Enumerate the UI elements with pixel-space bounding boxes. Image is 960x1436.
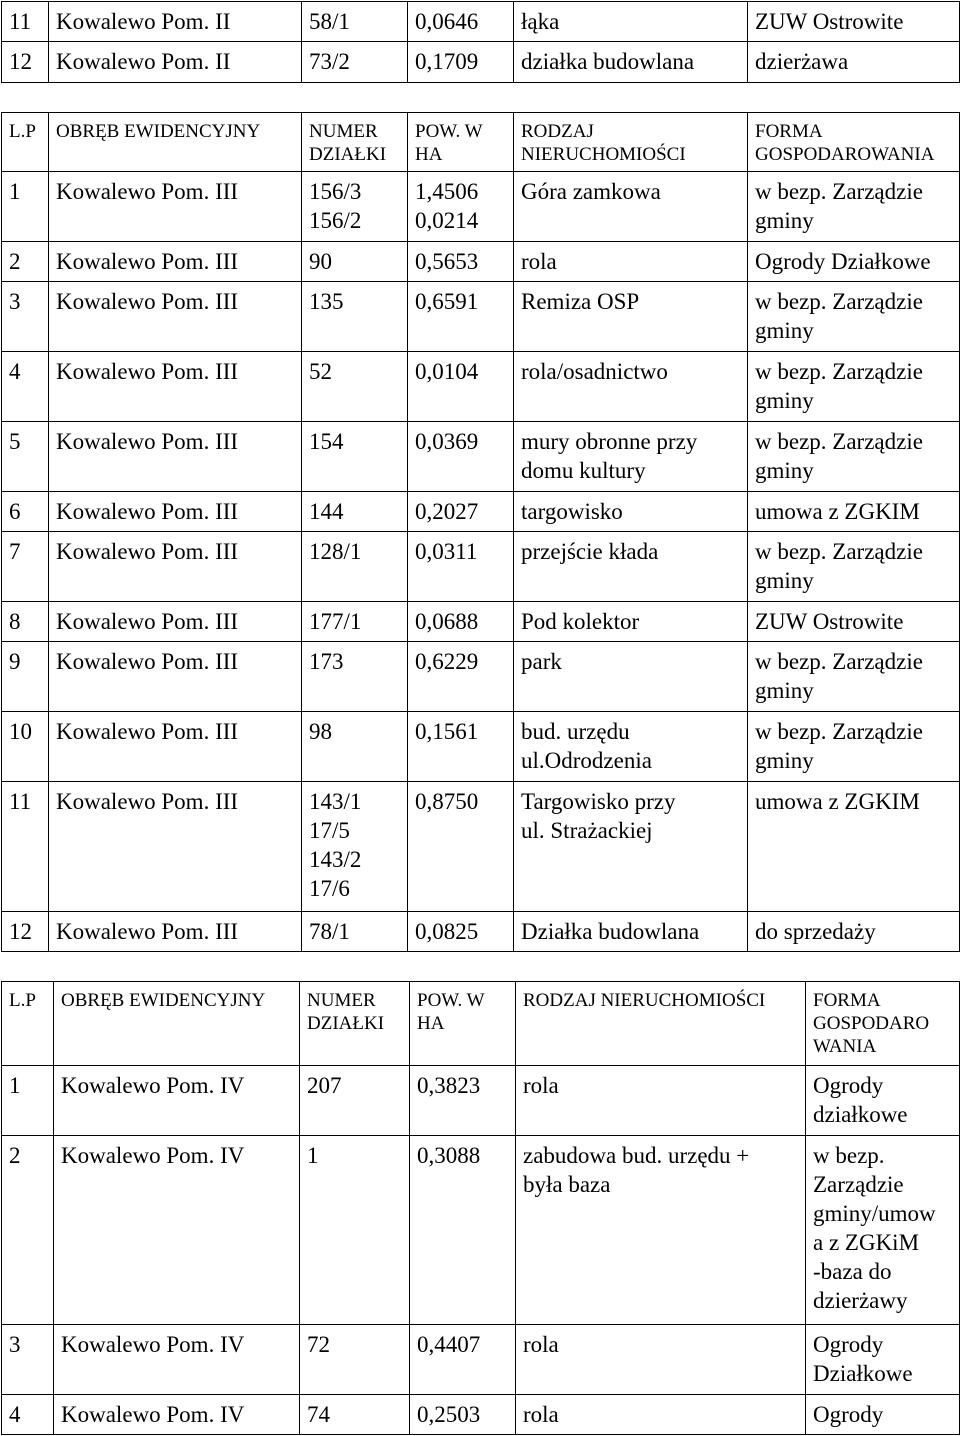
cell-obreb: Kowalewo Pom. III (49, 422, 302, 492)
table-row (2, 282, 960, 352)
cell-pow: 0,0104 (408, 352, 514, 422)
cell-pow: 0,2503 (410, 1395, 516, 1435)
cell-pow: 0,3823 (410, 1066, 516, 1136)
cell-lp: 1 (2, 172, 49, 242)
cell-numer: 128/1 (302, 532, 408, 602)
cell-rodzaj: przejście kłada (514, 532, 748, 602)
cell-numer: 1 (300, 1136, 410, 1325)
cell-forma: ZUW Ostrowite (748, 2, 960, 42)
table-row (2, 1325, 960, 1395)
header-obreb: OBRĘB EWIDENCYJNY (49, 113, 302, 172)
cell-numer: 74 (300, 1395, 410, 1435)
cell-lp: 3 (2, 282, 49, 352)
cell-pow: 0,1709 (408, 42, 514, 83)
table-row (2, 492, 960, 532)
cell-obreb: Kowalewo Pom. III (49, 712, 302, 782)
table-row (2, 242, 960, 282)
cell-forma: Ogrody działkowe (806, 1066, 960, 1136)
cell-rodzaj: Remiza OSP (514, 282, 748, 352)
cell-numer: 207 (300, 1066, 410, 1136)
cell-lp: 10 (2, 712, 49, 782)
cell-forma: w bezp. Zarządzie gminy (748, 172, 960, 242)
cell-rodzaj: targowisko (514, 492, 748, 532)
cell-rodzaj: łąka (514, 2, 748, 42)
header-rodzaj: RODZAJ NIERUCHOMIOŚCI (514, 113, 748, 172)
table-header-row (2, 982, 960, 1066)
table-pom3 (1, 112, 960, 952)
cell-obreb: Kowalewo Pom. III (49, 242, 302, 282)
header-pow: POW. W HA (408, 113, 514, 172)
table-row (2, 912, 960, 952)
cell-forma: w bezp. Zarządzie gminy (748, 712, 960, 782)
cell-forma: w bezp. Zarządzie gminy (748, 532, 960, 602)
cell-lp: 12 (2, 912, 49, 952)
header-forma: FORMA GOSPODAROWANIA (748, 113, 960, 172)
cell-lp: 2 (2, 1136, 54, 1325)
table-row (2, 602, 960, 642)
cell-pow: 0,6229 (408, 642, 514, 712)
cell-lp: 6 (2, 492, 49, 532)
cell-obreb: Kowalewo Pom. III (49, 492, 302, 532)
cell-lp: 4 (2, 352, 49, 422)
cell-rodzaj: rola (516, 1395, 806, 1435)
cell-numer: 98 (302, 712, 408, 782)
header-lp: L.P (2, 113, 49, 172)
cell-lp: 8 (2, 602, 49, 642)
cell-forma: umowa z ZGKIM (748, 782, 960, 912)
cell-pow: 1,4506 0,0214 (408, 172, 514, 242)
cell-forma: umowa z ZGKIM (748, 492, 960, 532)
cell-rodzaj: zabudowa bud. urzędu + była baza (516, 1136, 806, 1325)
header-numer: NUMER DZIAŁKI (302, 113, 408, 172)
table-row (2, 782, 960, 912)
cell-numer: 154 (302, 422, 408, 492)
cell-rodzaj: działka budowlana (514, 42, 748, 83)
header-forma: FORMA GOSPODARO WANIA (806, 982, 960, 1066)
cell-forma: w bezp. Zarządzie gminy (748, 422, 960, 492)
cell-pow: 0,0311 (408, 532, 514, 602)
cell-rodzaj: park (514, 642, 748, 712)
cell-numer: 173 (302, 642, 408, 712)
cell-pow: 0,2027 (408, 492, 514, 532)
cell-pow: 0,0369 (408, 422, 514, 492)
table-header-row (2, 113, 960, 172)
cell-obreb: Kowalewo Pom. IV (54, 1325, 300, 1395)
header-pow: POW. W HA (410, 982, 516, 1066)
table-row (2, 642, 960, 712)
cell-numer: 177/1 (302, 602, 408, 642)
table-pom4 (1, 981, 960, 1435)
cell-obreb: Kowalewo Pom. IV (54, 1066, 300, 1136)
cell-lp: 1 (2, 1066, 54, 1136)
cell-lp: 9 (2, 642, 49, 712)
cell-numer: 135 (302, 282, 408, 352)
table-row (2, 1136, 960, 1325)
table-row (2, 532, 960, 602)
cell-lp: 4 (2, 1395, 54, 1435)
cell-obreb: Kowalewo Pom. IV (54, 1136, 300, 1325)
table-pom2-fragment (1, 1, 960, 83)
cell-lp: 5 (2, 422, 49, 492)
cell-numer: 156/3 156/2 (302, 172, 408, 242)
cell-obreb: Kowalewo Pom. III (49, 282, 302, 352)
cell-forma: w bezp. Zarządzie gminy (748, 352, 960, 422)
table-row (2, 352, 960, 422)
table-row (2, 42, 960, 83)
table-row (2, 1066, 960, 1136)
cell-numer: 72 (300, 1325, 410, 1395)
cell-obreb: Kowalewo Pom. IV (54, 1395, 300, 1435)
cell-forma: w bezp. Zarządzie gminy/umow a z ZGKiM -baza do dzierżawy (806, 1136, 960, 1325)
cell-lp: 11 (2, 782, 49, 912)
header-lp: L.P (2, 982, 54, 1066)
cell-forma: Ogrody Działkowe (806, 1325, 960, 1395)
cell-numer: 144 (302, 492, 408, 532)
header-rodzaj: RODZAJ NIERUCHOMIOŚCI (516, 982, 806, 1066)
table-row (2, 712, 960, 782)
cell-pow: 0,8750 (408, 782, 514, 912)
cell-numer: 73/2 (302, 42, 408, 83)
cell-forma: ZUW Ostrowite (748, 602, 960, 642)
cell-pow: 0,5653 (408, 242, 514, 282)
cell-lp: 7 (2, 532, 49, 602)
cell-obreb: Kowalewo Pom. III (49, 782, 302, 912)
header-obreb: OBRĘB EWIDENCYJNY (54, 982, 300, 1066)
cell-rodzaj: mury obronne przy domu kultury (514, 422, 748, 492)
cell-rodzaj: Działka budowlana (514, 912, 748, 952)
cell-rodzaj: Góra zamkowa (514, 172, 748, 242)
cell-pow: 0,1561 (408, 712, 514, 782)
cell-pow: 0,0646 (408, 2, 514, 42)
cell-obreb: Kowalewo Pom. III (49, 912, 302, 952)
cell-forma: Ogrody (806, 1395, 960, 1435)
cell-rodzaj: rola (516, 1325, 806, 1395)
cell-forma: do sprzedaży (748, 912, 960, 952)
cell-pow: 0,3088 (410, 1136, 516, 1325)
cell-lp: 12 (2, 42, 49, 83)
cell-numer: 78/1 (302, 912, 408, 952)
cell-obreb: Kowalewo Pom. III (49, 172, 302, 242)
cell-numer: 143/1 17/5 143/2 17/6 (302, 782, 408, 912)
cell-obreb: Kowalewo Pom. III (49, 642, 302, 712)
cell-forma: Ogrody Działkowe (748, 242, 960, 282)
cell-lp: 2 (2, 242, 49, 282)
cell-lp: 3 (2, 1325, 54, 1395)
table-row (2, 2, 960, 42)
cell-rodzaj: bud. urzędu ul.Odrodzenia (514, 712, 748, 782)
cell-forma: dzierżawa (748, 42, 960, 83)
cell-numer: 90 (302, 242, 408, 282)
cell-numer: 52 (302, 352, 408, 422)
cell-pow: 0,4407 (410, 1325, 516, 1395)
cell-pow: 0,0825 (408, 912, 514, 952)
cell-forma: w bezp. Zarządzie gminy (748, 642, 960, 712)
cell-forma: w bezp. Zarządzie gminy (748, 282, 960, 352)
cell-rodzaj: rola (516, 1066, 806, 1136)
cell-numer: 58/1 (302, 2, 408, 42)
cell-rodzaj: Targowisko przy ul. Strażackiej (514, 782, 748, 912)
cell-rodzaj: rola/osadnictwo (514, 352, 748, 422)
table-row (2, 1395, 960, 1435)
cell-lp: 11 (2, 2, 49, 42)
table-row (2, 172, 960, 242)
cell-obreb: Kowalewo Pom. II (49, 2, 302, 42)
cell-obreb: Kowalewo Pom. III (49, 352, 302, 422)
cell-pow: 0,6591 (408, 282, 514, 352)
cell-obreb: Kowalewo Pom. II (49, 42, 302, 83)
cell-rodzaj: rola (514, 242, 748, 282)
header-numer: NUMER DZIAŁKI (300, 982, 410, 1066)
cell-pow: 0,0688 (408, 602, 514, 642)
table-row (2, 422, 960, 492)
cell-obreb: Kowalewo Pom. III (49, 602, 302, 642)
cell-obreb: Kowalewo Pom. III (49, 532, 302, 602)
cell-rodzaj: Pod kolektor (514, 602, 748, 642)
